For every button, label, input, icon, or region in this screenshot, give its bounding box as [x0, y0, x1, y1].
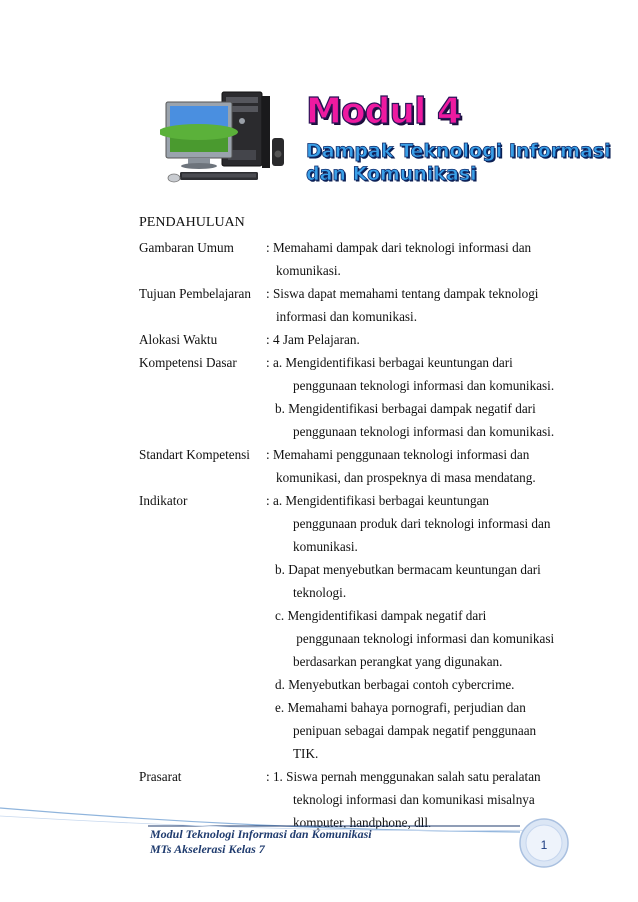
value-line: : 4 Jam Pelajaran.	[266, 332, 360, 347]
label-prasarat: Prasarat	[139, 769, 182, 784]
footer-text	[150, 827, 372, 857]
label-gambaran-umum: Gambaran Umum	[139, 240, 234, 255]
module-title: Modul 4	[306, 91, 461, 132]
value-line: informasi dan komunikasi.	[276, 309, 418, 324]
value-sub	[266, 420, 569, 443]
label-alokasi-waktu: Alokasi Waktu	[139, 332, 218, 347]
value-line: komunikasi, dan prospeknya di masa mendatang.	[276, 470, 536, 485]
computer-illustration	[160, 88, 300, 188]
value-line: komunikasi.	[276, 263, 341, 278]
value-line: penggunaan produk dari teknologi informasi dan	[293, 516, 551, 531]
value-gambaran-umum	[266, 236, 569, 282]
value-line: : Memahami dampak dari teknologi informasi dan	[266, 240, 532, 255]
page-number: 1	[540, 838, 548, 852]
row-standart-kompetensi	[139, 443, 569, 489]
value-sub	[266, 512, 569, 535]
footer-line1: Modul Teknologi Informasi dan Komunikasi	[150, 827, 372, 841]
info-table	[139, 236, 569, 834]
label-kompetensi-dasar: Kompetensi Dasar	[139, 355, 237, 370]
row-kompetensi-dasar	[139, 351, 569, 443]
value-alokasi-waktu	[266, 328, 569, 351]
value-line: : Siswa dapat memahami tentang dampak teknologi	[266, 286, 539, 301]
value-line: : 1. Siswa pernah menggunakan salah satu peralatan	[266, 769, 541, 784]
value-sub	[266, 374, 569, 397]
value-sub	[266, 742, 569, 765]
page-number-badge	[518, 817, 570, 869]
module-subtitle-line1: Dampak Teknologi Informasi	[306, 140, 611, 162]
value-line: berdasarkan perangkat yang digunakan.	[293, 654, 503, 669]
row-indikator	[139, 489, 569, 765]
row-alokasi-waktu	[139, 328, 569, 351]
value-line: : a. Mengidentifikasi berbagai keuntungan dari	[266, 355, 513, 370]
value-line: b. Dapat menyebutkan bermacam keuntungan dari	[275, 562, 541, 577]
value-line: komputer, handphone, dll.	[293, 815, 432, 830]
value-standart-kompetensi	[266, 443, 569, 489]
value-kompetensi-dasar	[266, 351, 569, 443]
value-line: TIK.	[293, 746, 319, 761]
value-line: : a. Mengidentifikasi berbagai keuntungan	[266, 493, 490, 508]
value-line: teknologi.	[293, 585, 347, 600]
module-subtitle-line2: dan Komunikasi	[306, 163, 477, 185]
value-line: penggunaan teknologi informasi dan komunikasi.	[293, 378, 555, 393]
value-line: teknologi informasi dan komunikasi misalnya	[293, 792, 535, 807]
value-line: e. Memahami bahaya pornografi, perjudian dan	[275, 700, 526, 715]
value-line: penipuan sebagai dampak negatif penggunaan	[293, 723, 537, 738]
value-line: penggunaan teknologi informasi dan komunikasi	[293, 631, 555, 646]
section-heading: PENDAHULUAN	[139, 215, 245, 230]
label-standart-kompetensi: Standart Kompetensi	[139, 447, 250, 462]
value-sub	[266, 535, 569, 558]
label-indikator: Indikator	[139, 493, 188, 508]
value-tujuan-pembelajaran	[266, 282, 569, 328]
value-line: d. Menyebutkan berbagai contoh cybercrime.	[275, 677, 515, 692]
label-tujuan-pembelajaran: Tujuan Pembelajaran	[139, 286, 251, 301]
value-sub	[266, 650, 569, 673]
value-line: b. Mengidentifikasi berbagai dampak negatif dari	[275, 401, 536, 416]
value-line: komunikasi.	[293, 539, 358, 554]
value-line: c. Mengidentifikasi dampak negatif dari	[275, 608, 487, 623]
value-line: penggunaan teknologi informasi dan komunikasi.	[293, 424, 555, 439]
value-sub	[266, 627, 569, 650]
value-indikator	[266, 489, 569, 765]
value-sub	[266, 719, 569, 742]
value-line: : Memahami penggunaan teknologi informasi dan	[266, 447, 530, 462]
value-sub	[266, 581, 569, 604]
row-gambaran-umum	[139, 236, 569, 282]
footer-line2: MTs Akselerasi Kelas 7	[150, 842, 265, 856]
row-tujuan-pembelajaran	[139, 282, 569, 328]
